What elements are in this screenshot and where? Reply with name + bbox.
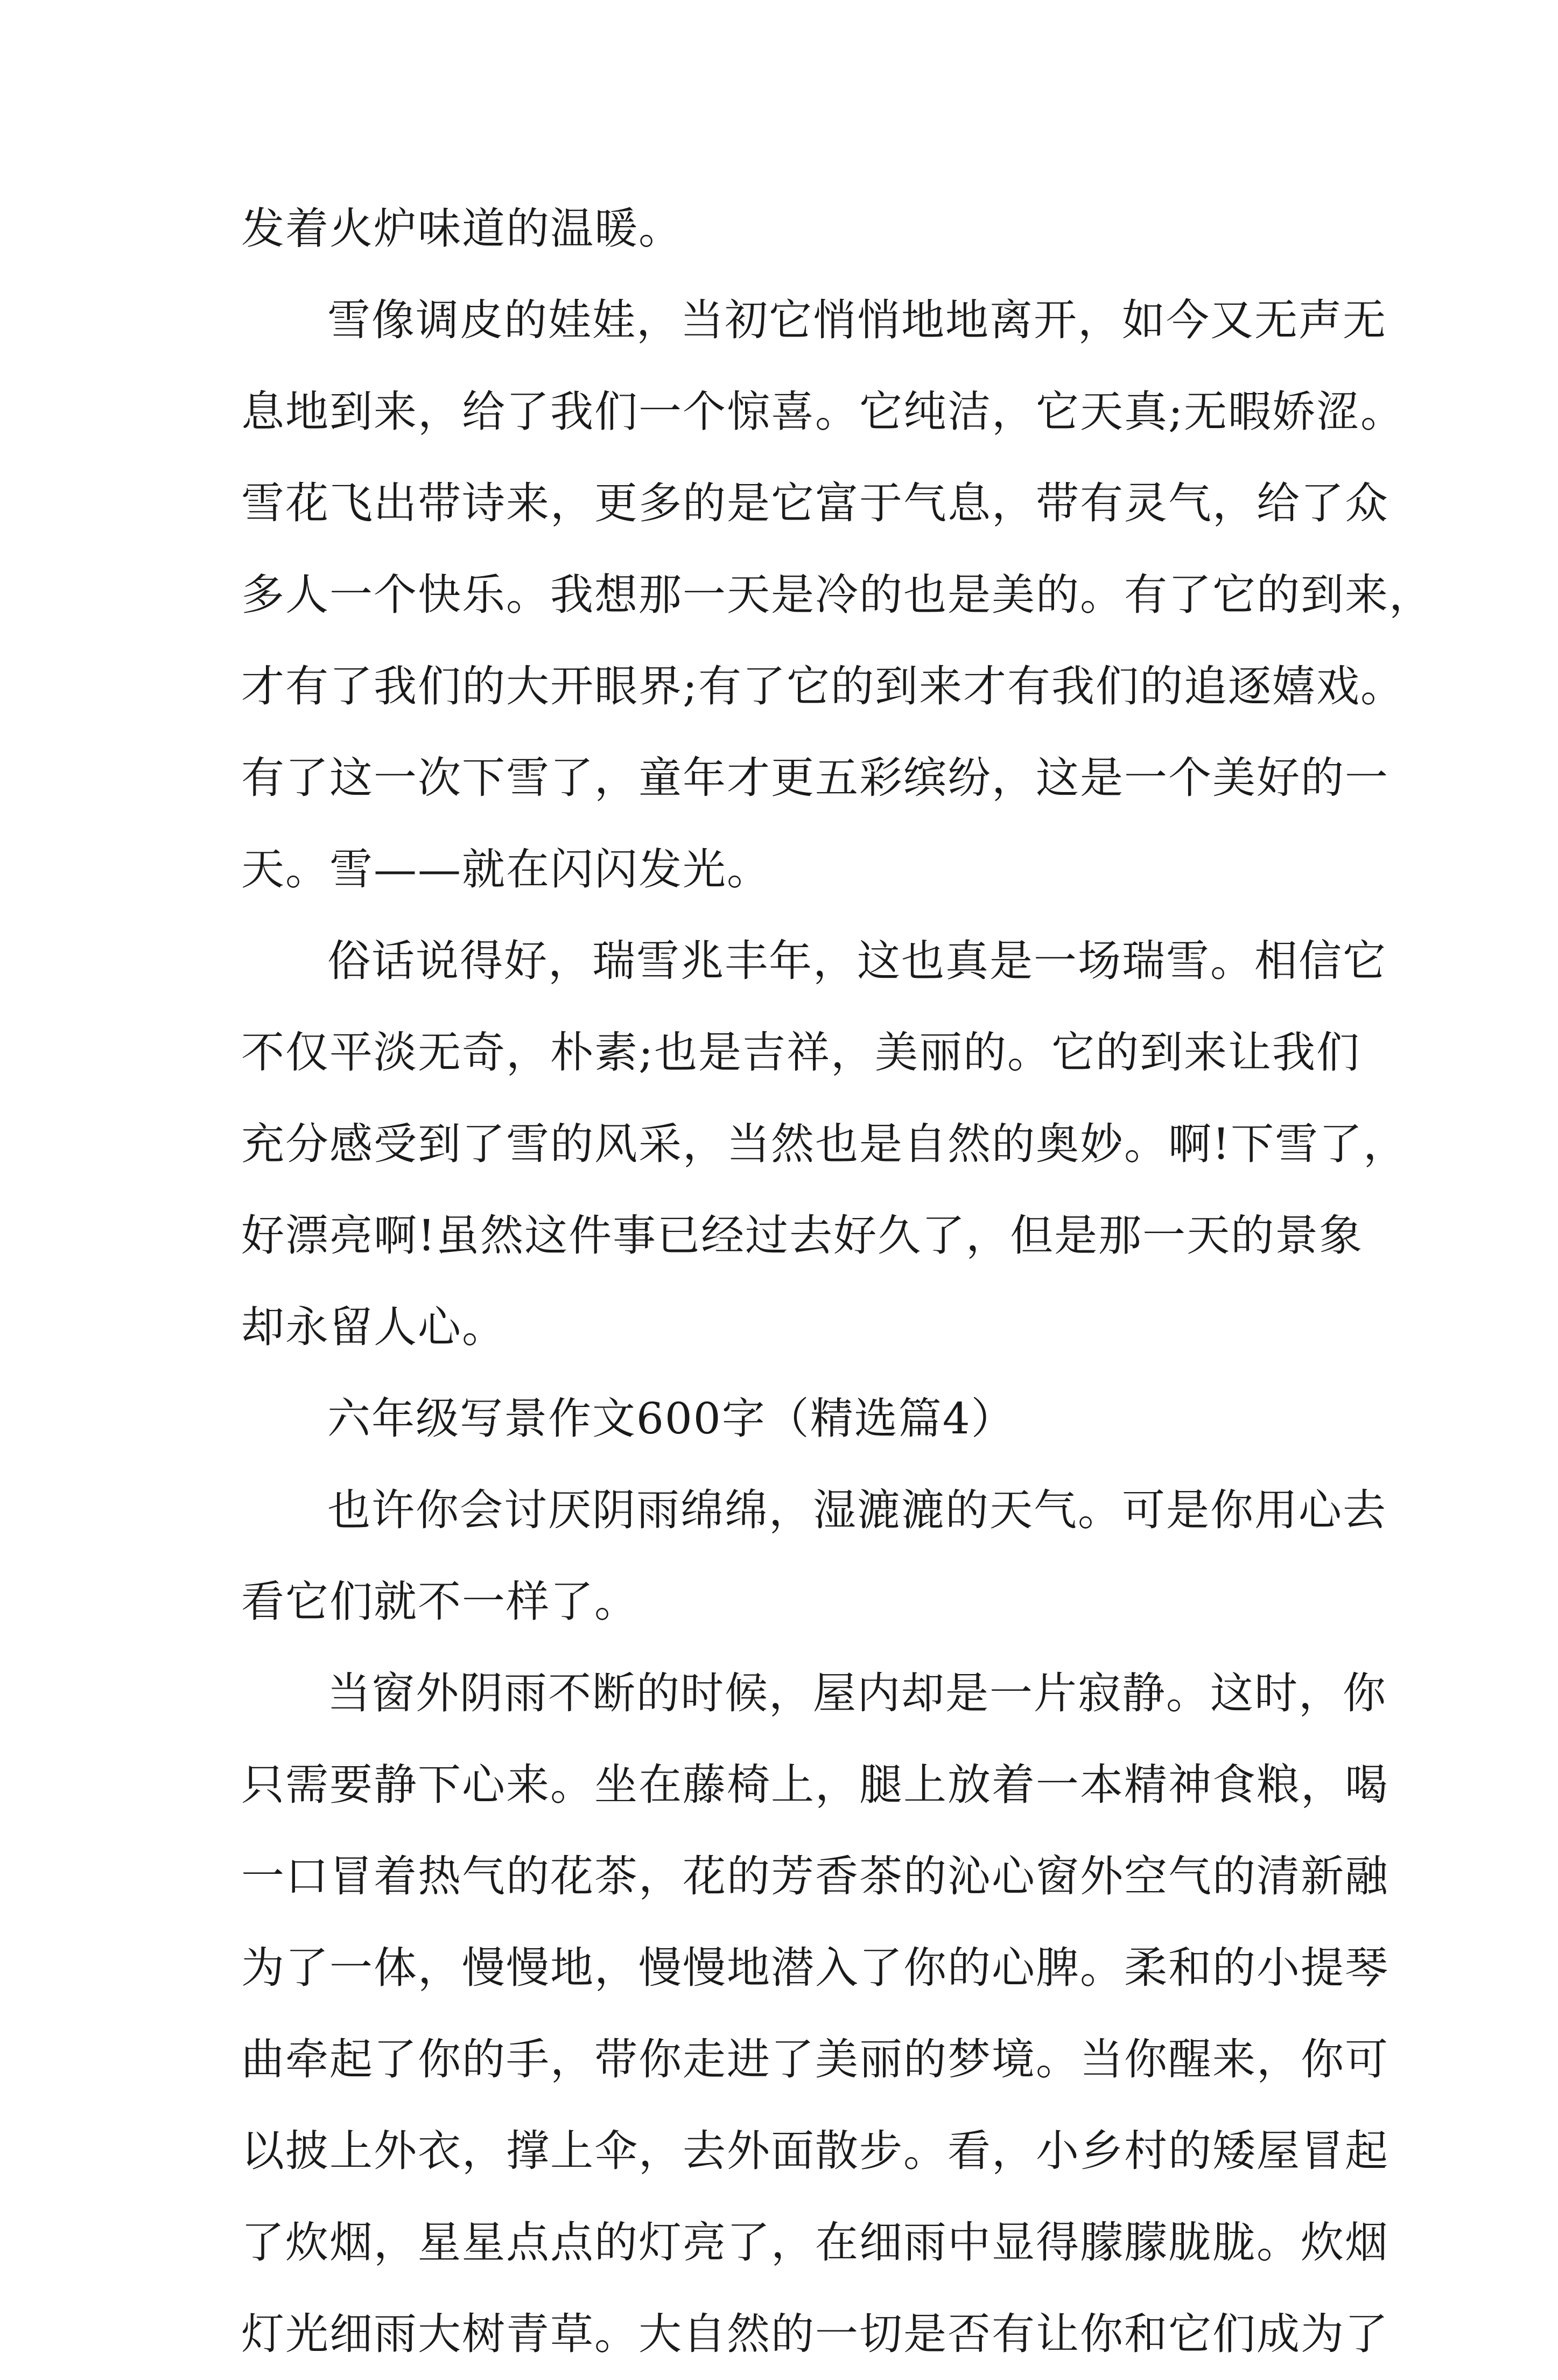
text-line: 当窗外阴雨不断的时候，屋内却是一片寂静。这时，你	[327, 1668, 1387, 1718]
text-line: 多人一个快乐。我想那一天是冷的也是美的。有了它的到来，	[241, 570, 1433, 620]
text-line: 了炊烟，星星点点的灯亮了，在细雨中显得朦朦胧胧。炊烟	[241, 2217, 1389, 2267]
text-line: 俗话说得好，瑞雪兆丰年，这也真是一场瑞雪。相信它	[327, 936, 1387, 986]
section-heading: 六年级写景作文600字（精选篇4）	[327, 1394, 1015, 1444]
text-line: 灯光细雨大树青草。大自然的一切是否有让你和它们成为了	[241, 2309, 1389, 2359]
text-line: 充分感受到了雪的风采，当然也是自然的奥妙。啊!下雪了，	[241, 1119, 1408, 1169]
text-line: 好漂亮啊!虽然这件事已经过去好久了，但是那一天的景象	[241, 1210, 1364, 1261]
text-line: 雪像调皮的娃娃，当初它悄悄地地离开，如今又无声无	[327, 295, 1387, 345]
text-line: 才有了我们的大开眼界;有了它的到来才有我们的追逐嬉戏。	[241, 661, 1405, 711]
text-line: 发着火炉味道的温暖。	[241, 204, 683, 254]
text-line: 雪花飞出带诗来，更多的是它富于气息，带有灵气，给了众	[241, 478, 1389, 528]
text-line: 曲牵起了你的手，带你走进了美丽的梦境。当你醒来，你可	[241, 2034, 1389, 2084]
text-line: 为了一体，慢慢地，慢慢地潜入了你的心脾。柔和的小提琴	[241, 1943, 1389, 1993]
text-line: 以披上外衣，撑上伞，去外面散步。看，小乡村的矮屋冒起	[241, 2126, 1389, 2176]
document-body	[241, 183, 1433, 2380]
text-line: 有了这一次下雪了，童年才更五彩缤纷，这是一个美好的一	[241, 753, 1389, 803]
text-line: 息地到来，给了我们一个惊喜。它纯洁，它天真;无暇娇涩。	[241, 387, 1405, 437]
text-line: 天。雪——就在闪闪发光。	[241, 844, 771, 894]
text-line: 只需要静下心来。坐在藤椅上，腿上放着一本精神食粮，喝	[241, 1760, 1389, 1810]
text-line: 不仅平淡无奇，朴素;也是吉祥，美丽的。它的到来让我们	[241, 1027, 1360, 1077]
text-line: 也许你会讨厌阴雨绵绵，湿漉漉的天气。可是你用心去	[327, 1485, 1387, 1535]
text-line: 却永留人心。	[241, 1302, 506, 1352]
text-line: 一口冒着热气的花茶，花的芳香茶的沁心窗外空气的清新融	[241, 1851, 1389, 1901]
text-line: 看它们就不一样了。	[241, 1577, 638, 1627]
